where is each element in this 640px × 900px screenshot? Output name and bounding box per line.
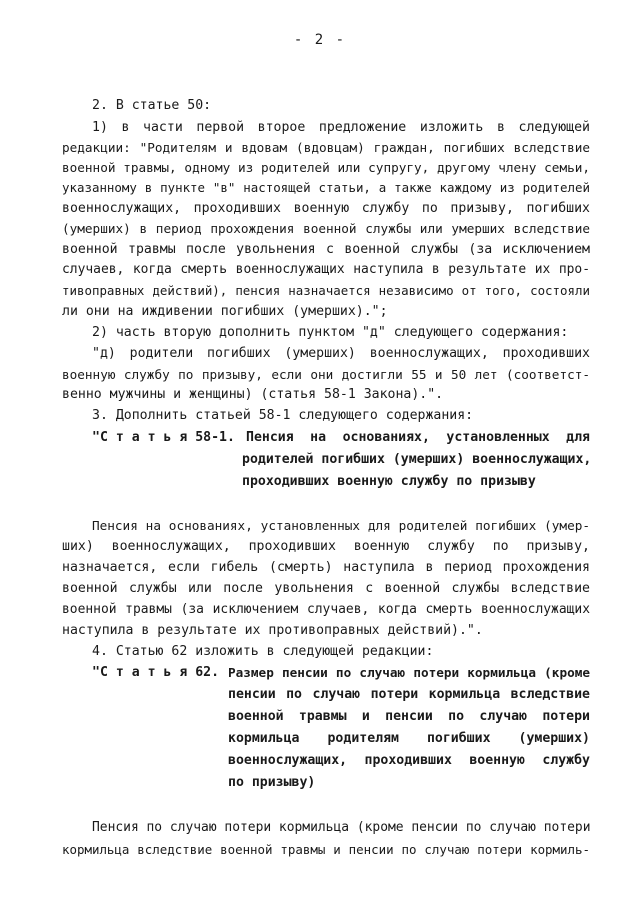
article-62-body-line-2: кормильца вследствие военной травмы и пенсии по случаю потери кормиль- — [62, 842, 590, 857]
article-58-1-body-line-3: назначается, если гибель (смерть) наступила в период прохождения — [62, 560, 590, 575]
section-4-title: 4. Статью 62 изложить в следующей редакции: — [92, 644, 434, 659]
article-62-title-line-4: кормильца родителям погибших (умерших) — [228, 731, 590, 746]
article-58-1-title-line-3: проходивших военную службу по призыву — [242, 474, 536, 489]
section-2-p1-line-6: (умерших) в период прохождения военной службы или умерших вследствие — [62, 221, 590, 236]
section-2-p1-line-8: случаев, когда смерть военнослужащих наступила в результате их про- — [62, 262, 590, 277]
section-2-p1-line-9: тивоправных действий), пенсия назначается независимо от того, состояли — [62, 283, 590, 298]
section-2-p3-line-1: "д) родители погибших (умерших) военнослужащих, проходивших — [92, 346, 590, 361]
section-2-p1-line-10: ли они на иждивении погибших (умерших)."; — [62, 304, 388, 319]
section-3-title: 3. Дополнить статьей 58-1 следующего содержания: — [92, 408, 474, 423]
section-2-p2: 2) часть вторую дополнить пунктом "д" следующего содержания: — [92, 325, 569, 340]
page-number: - 2 - — [293, 32, 347, 48]
section-2-p3-line-2: военную службу по призыву, если они достигли 55 и 50 лет (соответст- — [62, 367, 590, 382]
article-62-title-line-5: военнослужащих, проходивших военную службу — [228, 753, 590, 768]
article-58-1-body-line-4: военной службы или после увольнения с военной службы вследствие — [62, 581, 590, 596]
article-62-title-line-6: по призыву) — [228, 775, 316, 790]
article-62-lead: "С т а т ь я 62. — [92, 665, 220, 680]
article-58-1-title-line-1: Пенсия на основаниях, установленных для — [246, 430, 590, 445]
article-58-1-body-line-2: ших) военнослужащих, проходивших военную службу по призыву, — [62, 539, 590, 554]
article-62-title-line-2: пенсии по случаю потери кормильца вследствие — [228, 687, 590, 702]
section-2-p1-line-4: указанному в пункте "в" настоящей статьи, а также каждому из родителей — [62, 180, 590, 195]
section-2-p1-line-2: редакции: "Родителям и вдовам (вдовцам) граждан, погибших вследствие — [62, 140, 590, 155]
article-58-1-body-line-1: Пенсия на основаниях, установленных для родителей погибших (умер- — [92, 518, 590, 533]
article-58-1-body-line-5: военной травмы (за исключением случаев, когда смерть военнослужащих — [62, 602, 590, 617]
section-2-p3-line-3: венно мужчины и женщины) (статья 58-1 Закона).". — [62, 387, 444, 402]
article-58-1-lead: "С т а т ь я 58-1. — [92, 430, 235, 445]
article-58-1-title-line-2: родителей погибших (умерших) военнослужащих, — [242, 452, 592, 467]
section-2-p1-line-7: военной травмы после увольнения с военной службы (за исключением — [62, 242, 590, 257]
section-2-p1-line-5: военнослужащих, проходивших военную службу по призыву, погибших — [62, 201, 590, 216]
section-2-p1-line-1: 1) в части первой второе предложение изложить в следующей — [92, 120, 590, 135]
article-58-1-body-line-6: наступила в результате их противоправных действий).". — [62, 623, 483, 638]
section-2-p1-line-3: военной травмы, одному из родителей или супругу, другому члену семьи, — [62, 160, 590, 175]
section-2-title: 2. В статье 50: — [92, 98, 212, 113]
article-62-title-line-1: Размер пенсии по случаю потери кормильца (кроме — [228, 665, 590, 680]
article-62-title-line-3: военной травмы и пенсии по случаю потери — [228, 709, 590, 724]
article-62-body-line-1: Пенсия по случаю потери кормильца (кроме пенсии по случаю потери — [92, 820, 591, 835]
